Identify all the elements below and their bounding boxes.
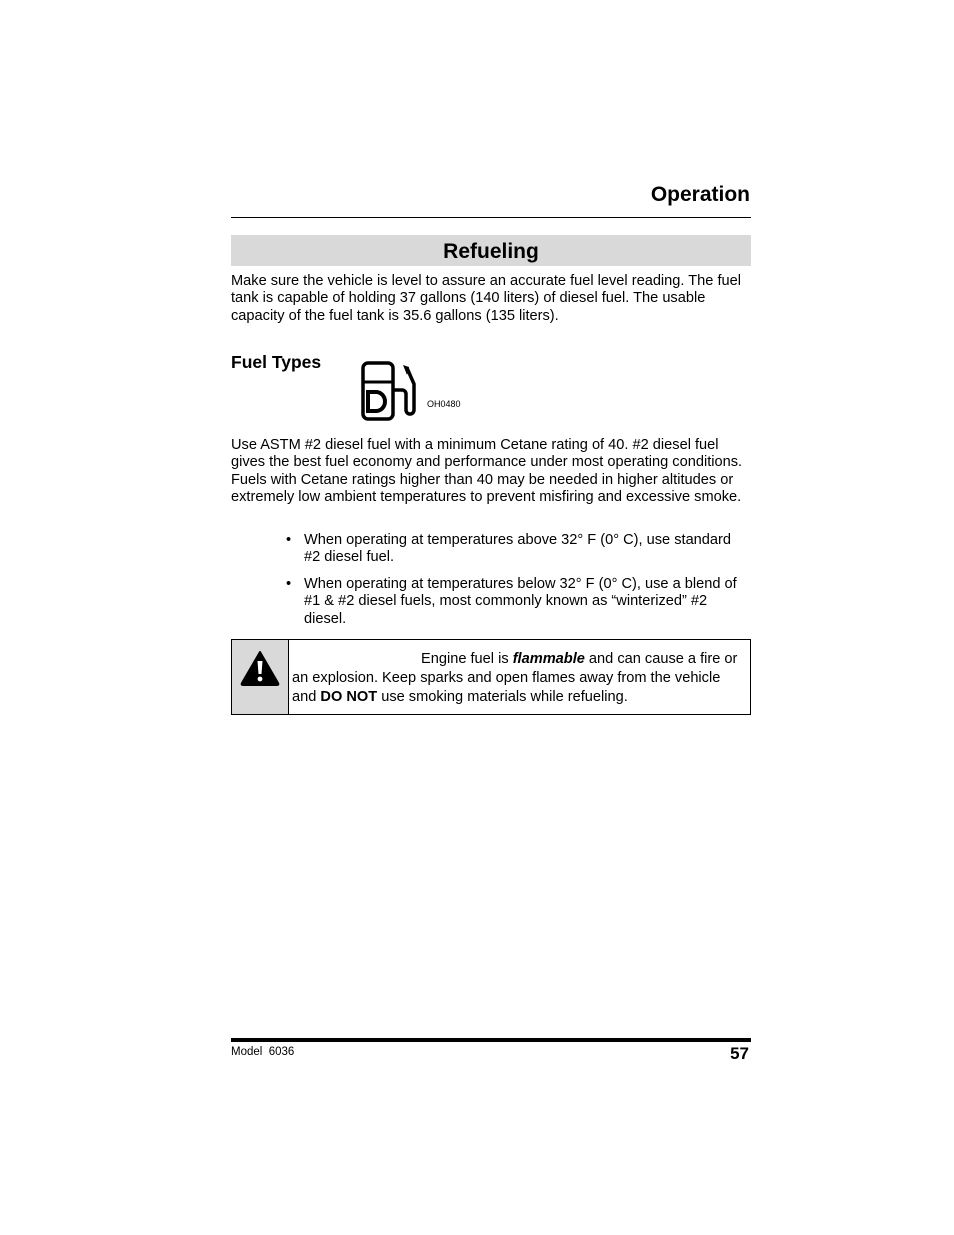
warning-text-part: Engine fuel is — [421, 651, 513, 667]
bullet-icon: • — [286, 532, 292, 548]
list-item-text: When operating at temperatures above 32° F (0° C), use standard #2 diesel fuel. — [304, 532, 732, 566]
page-number: 57 — [730, 1044, 749, 1063]
warning-strong: DO NOT — [320, 689, 378, 705]
figure-code: OH0480 — [427, 399, 461, 409]
warning-icon-cell — [232, 640, 289, 714]
diesel-fuel-pump-icon — [360, 360, 418, 422]
footer-rule — [231, 1038, 751, 1042]
list-item — [286, 532, 751, 567]
fuel-types-heading: Fuel Types — [231, 352, 322, 372]
section-divider — [231, 217, 751, 218]
section-title: Operation — [650, 183, 750, 206]
list-item-text: When operating at temperatures below 32° F (0° C), use a blend of #1 & #2 diesel fuels, most commonly known as “winterized” #2 diesel. — [304, 576, 737, 627]
footer-model-text: Model 6036 — [231, 1046, 295, 1058]
intro-paragraph: Make sure the vehicle is level to assure an accurate fuel level reading. The fuel tank is capable of holding 37 gallons (140 liters) of diesel fuel. The usable capacity of the fuel tank is 35.6 gallons (135 liters). — [231, 273, 741, 324]
warning-box — [231, 639, 751, 715]
warning-emphasis: flammable — [512, 651, 585, 667]
page-heading: Refueling — [443, 240, 539, 263]
fuel-types-paragraph: Use ASTM #2 diesel fuel with a minimum Cetane rating of 40. #2 diesel fuel gives the best fuel economy and performance under most operating conditions. Fuels with Cetane ratings higher than 40 may be needed in higher altitudes or extremely low ambient temperatures to prevent misfiring and excessive smoke. — [231, 437, 743, 505]
warning-text-part: and can cause a fire or an explosion. Keep sparks and open flames away from the vehicle and — [292, 651, 738, 705]
list-item — [286, 576, 751, 628]
bullet-icon: • — [286, 576, 292, 592]
heading-band — [231, 235, 751, 266]
warning-text-part: use smoking materials while refueling. — [377, 689, 628, 705]
footer-model — [231, 1046, 294, 1058]
warning-triangle-icon — [240, 650, 280, 686]
warning-text — [292, 650, 744, 707]
